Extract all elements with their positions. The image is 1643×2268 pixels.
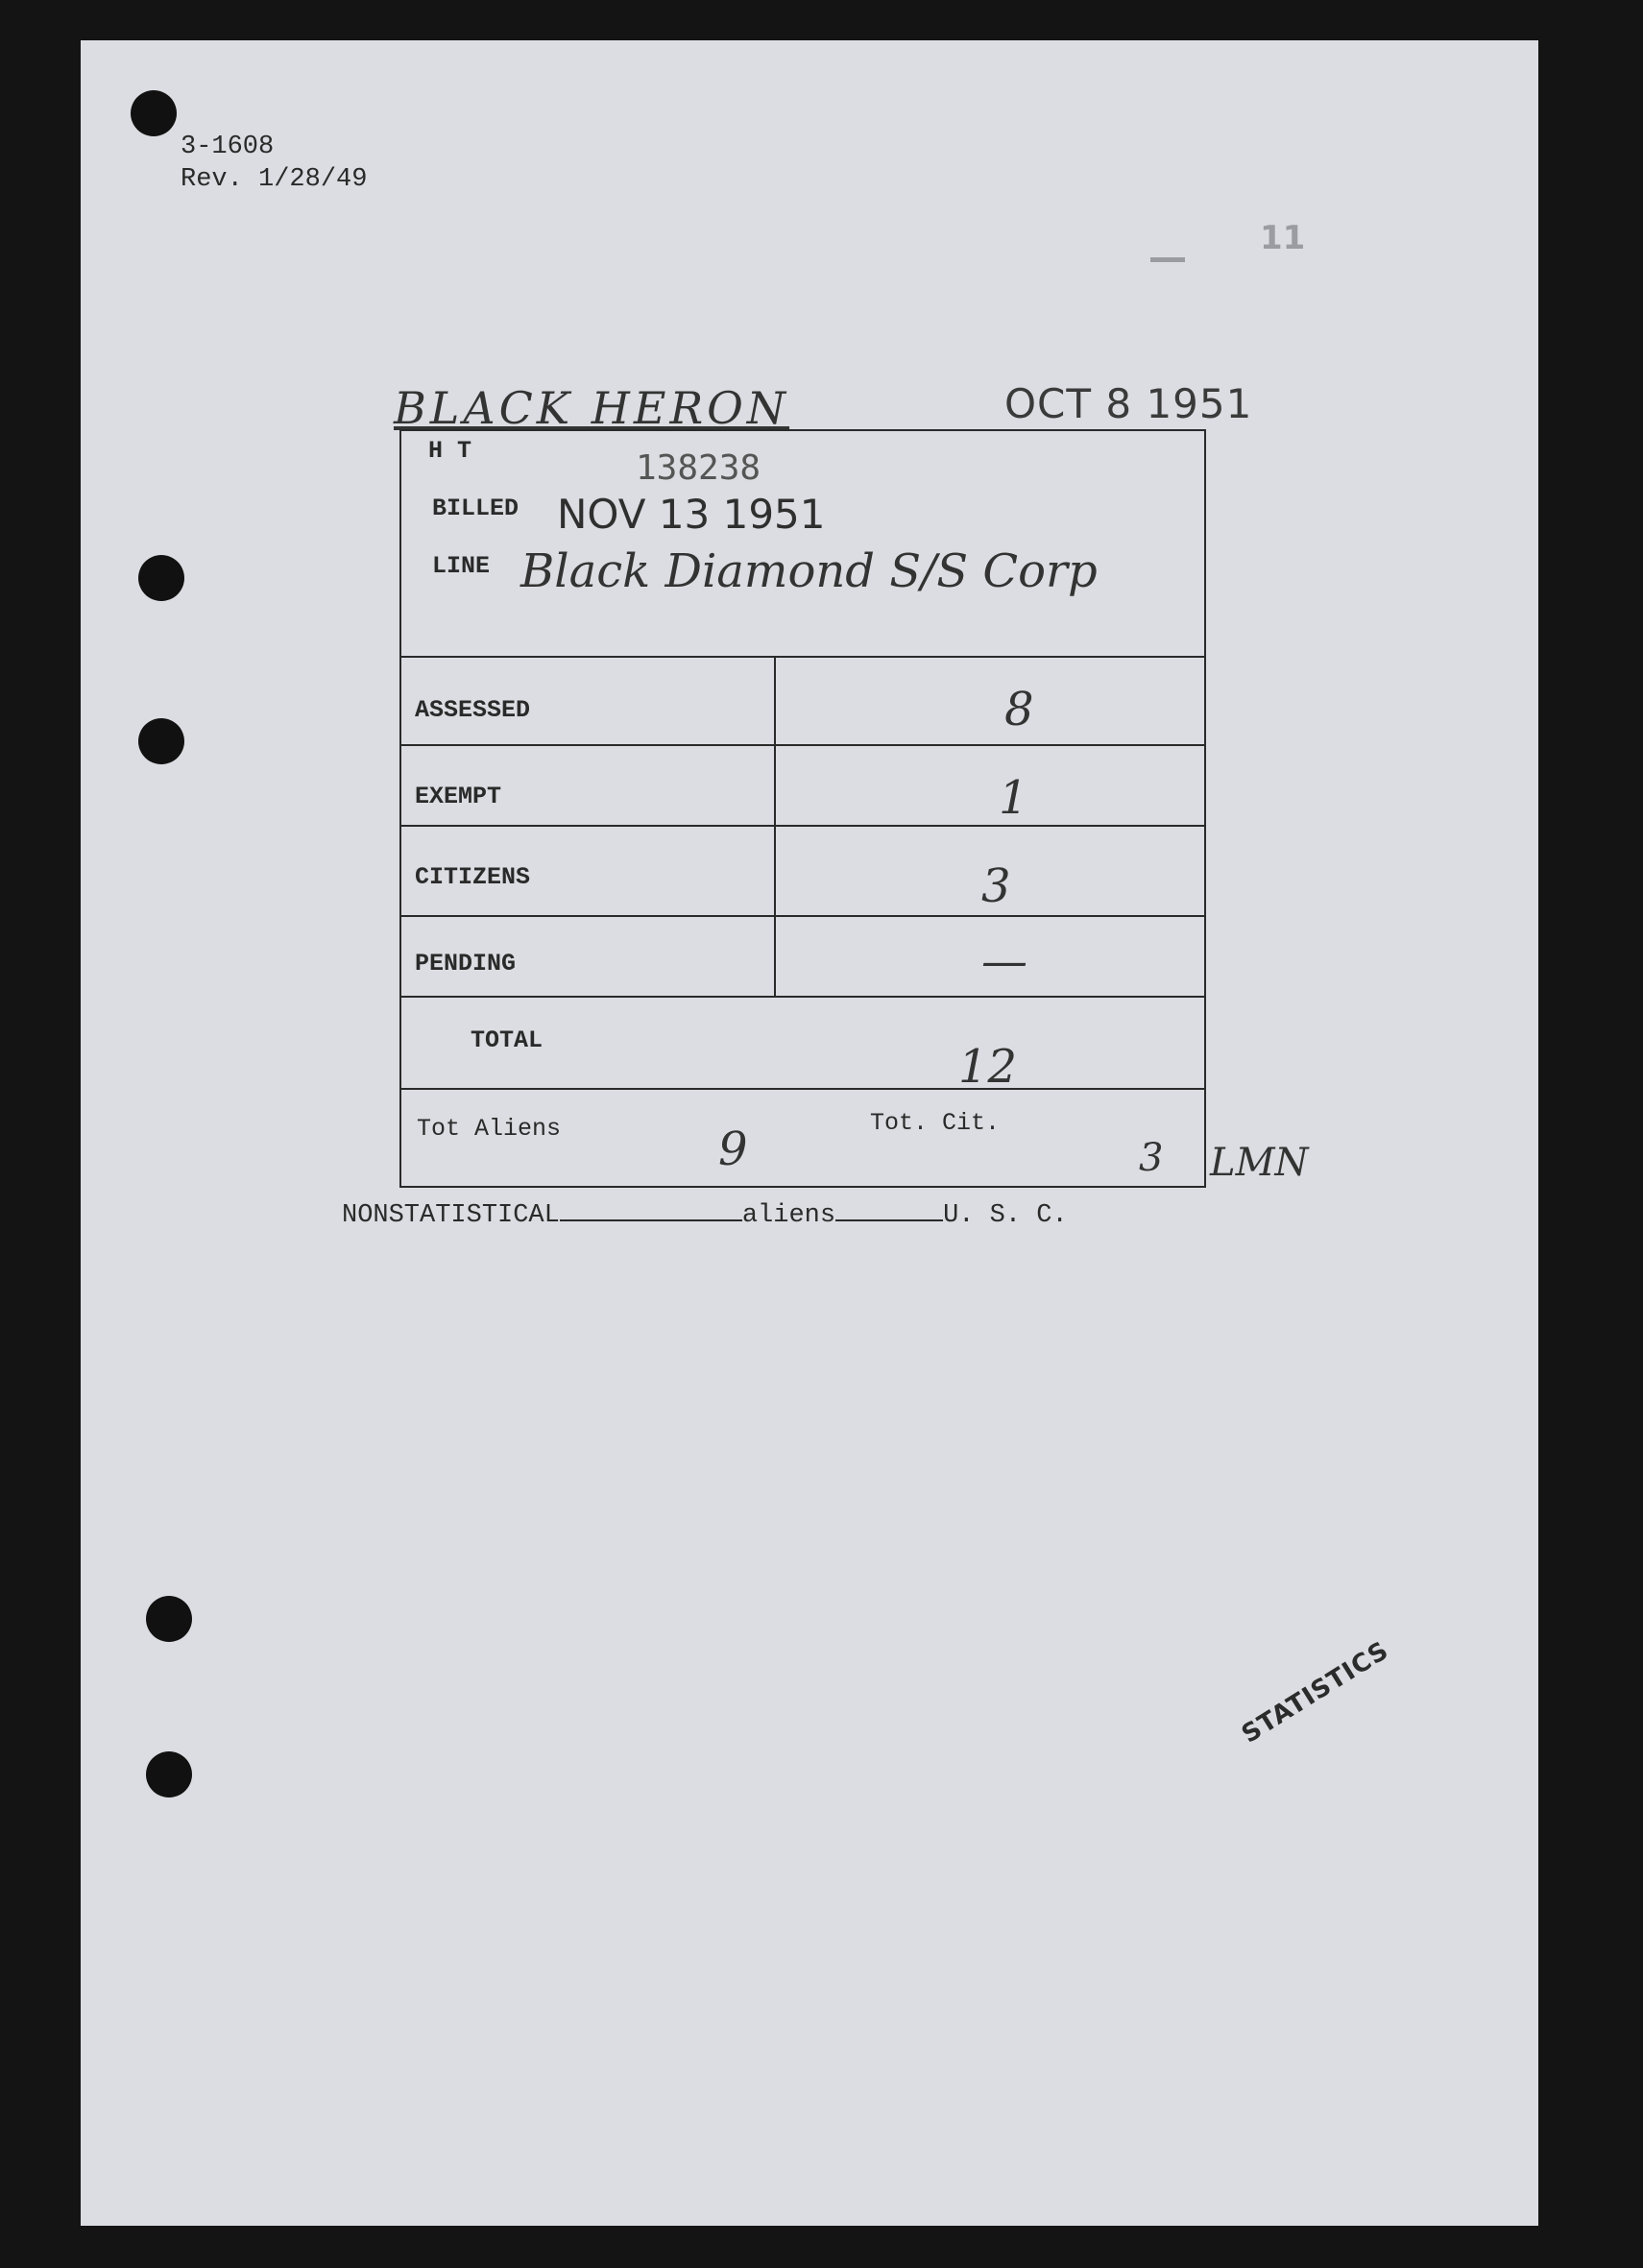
total-value: 12 [958,1040,1018,1094]
vessel-name: BLACK HERON [394,382,790,434]
punch-hole [138,555,184,601]
billed-label: BILLED [432,495,519,522]
row-divider [401,744,1204,746]
aliens-label: aliens [741,1201,836,1230]
nonstatistical-label: NONSTATISTICAL [342,1201,560,1230]
row-label-exempt: EXEMPT [415,783,502,810]
row-value-pending: — [981,934,1027,988]
line-value: Black Diamond S/S Corp [520,544,1098,598]
nonstatistical-blank [560,1198,742,1221]
tot-cit-value: 3 [1139,1136,1164,1180]
tot-cit-label: Tot. Cit. [870,1109,1001,1137]
page-corner-number: 11 [1260,219,1306,257]
statistics-stamp: STATISTICS [1237,1635,1394,1749]
row-label-pending: PENDING [415,950,517,977]
received-date-stamp: OCT 8 1951 [1004,380,1253,427]
aliens-blank [835,1198,943,1221]
row-value-assessed: 8 [1004,683,1034,736]
tot-aliens-label: Tot Aliens [417,1115,562,1143]
reviewer-initials: LMN [1210,1141,1309,1185]
row-value-citizens: 3 [981,859,1011,913]
corner-dash [1150,257,1185,262]
row-divider [401,996,1204,998]
statistics-box [399,429,1206,1188]
ht-label: H T [428,437,472,465]
usc-label: U. S. C. [943,1201,1068,1230]
row-divider [401,825,1204,827]
punch-hole [131,90,177,136]
row-label-citizens: CITIZENS [415,863,531,891]
line-label: LINE [432,552,491,580]
row-label-assessed: ASSESSED [415,696,531,724]
row-divider [401,915,1204,917]
form-revision: Rev. 1/28/49 [181,165,368,194]
form-number: 3-1608 [181,133,275,161]
total-label: TOTAL [471,1026,544,1054]
punch-hole [146,1596,192,1642]
punch-hole [138,718,184,764]
punch-hole [146,1751,192,1798]
form-number-block [181,131,367,196]
ht-number: 138238 [636,448,761,488]
billed-date-stamp: NOV 13 1951 [557,491,826,538]
tot-aliens-value: 9 [718,1122,748,1176]
nonstatistical-line [342,1198,1068,1230]
column-divider [774,656,776,996]
row-divider [401,656,1204,658]
row-value-exempt: 1 [999,771,1028,825]
row-divider [401,1088,1204,1090]
